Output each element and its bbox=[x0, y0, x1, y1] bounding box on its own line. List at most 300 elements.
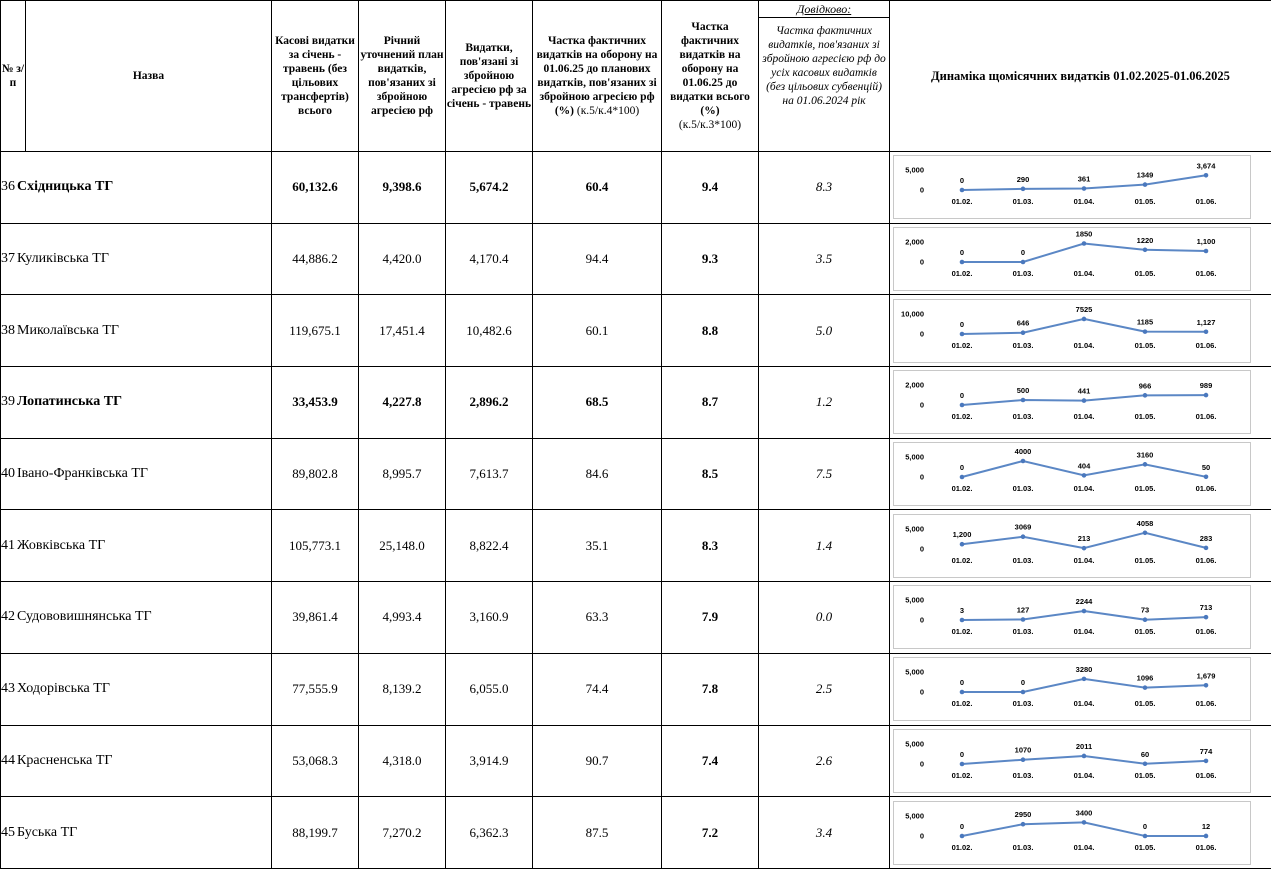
data-point bbox=[1143, 618, 1148, 623]
row-number: 45 bbox=[1, 825, 15, 841]
chart-svg bbox=[894, 443, 1250, 505]
data-point bbox=[1082, 241, 1087, 246]
data-point bbox=[1082, 473, 1087, 478]
row-cash: 105,773.1 bbox=[272, 510, 359, 582]
header-share-of-plan-main: Частка фактичних видатків на оборону на 01.06.25 до планових видатків, пов'язаних зі збройною агресією рф (%) bbox=[537, 35, 658, 117]
data-point bbox=[960, 542, 965, 547]
data-point bbox=[1082, 399, 1087, 404]
x-tick-label: 01.05. bbox=[1135, 627, 1156, 636]
data-point bbox=[1021, 398, 1026, 403]
data-label: 213 bbox=[1078, 534, 1091, 543]
data-point bbox=[960, 260, 965, 265]
x-tick-label: 01.02. bbox=[952, 197, 973, 206]
row-chart-cell bbox=[890, 438, 1271, 510]
row-reference: 7.5 bbox=[759, 438, 890, 510]
header-no: № з/п bbox=[1, 1, 26, 152]
data-label: 60 bbox=[1141, 750, 1149, 759]
chart-svg bbox=[894, 300, 1250, 362]
data-label: 0 bbox=[960, 176, 964, 185]
series-line bbox=[962, 244, 1206, 263]
x-tick-label: 01.03. bbox=[1013, 197, 1034, 206]
data-point bbox=[960, 475, 965, 480]
data-label: 441 bbox=[1078, 387, 1091, 396]
data-label: 4058 bbox=[1137, 519, 1154, 528]
data-point bbox=[1021, 757, 1026, 762]
row-plan: 4,227.8 bbox=[359, 367, 446, 439]
row-aggression-spending: 5,674.2 bbox=[446, 152, 533, 224]
y-tick-label-zero: 0 bbox=[920, 473, 924, 482]
data-label: 0 bbox=[960, 678, 964, 687]
data-label: 3069 bbox=[1015, 523, 1032, 532]
x-tick-label: 01.06. bbox=[1196, 341, 1217, 350]
header-row bbox=[1, 1, 1271, 152]
x-tick-label: 01.02. bbox=[952, 771, 973, 780]
row-number: 43 bbox=[1, 681, 15, 697]
data-point bbox=[1021, 618, 1026, 623]
row-name: Судововишнянська ТГ bbox=[17, 609, 152, 625]
y-tick-label-zero: 0 bbox=[920, 329, 924, 338]
data-label: 73 bbox=[1141, 606, 1149, 615]
row-reference: 8.3 bbox=[759, 152, 890, 224]
data-label: 989 bbox=[1200, 382, 1213, 391]
x-tick-label: 01.04. bbox=[1074, 484, 1095, 493]
data-label: 0 bbox=[1143, 822, 1147, 831]
y-tick-label-top: 5,000 bbox=[905, 668, 924, 677]
row-share-of-plan: 90.7 bbox=[533, 725, 662, 797]
row-cash: 60,132.6 bbox=[272, 152, 359, 224]
data-label: 12 bbox=[1202, 821, 1210, 830]
y-tick-label-top: 10,000 bbox=[901, 309, 924, 318]
x-tick-label: 01.03. bbox=[1013, 771, 1034, 780]
row-number: 40 bbox=[1, 466, 15, 482]
y-tick-label-zero: 0 bbox=[920, 831, 924, 840]
row-share-of-total: 8.8 bbox=[662, 295, 759, 367]
chart-svg bbox=[894, 371, 1250, 433]
y-tick-label-zero: 0 bbox=[920, 401, 924, 410]
data-point bbox=[960, 188, 965, 193]
x-tick-label: 01.06. bbox=[1196, 556, 1217, 565]
x-tick-label: 01.02. bbox=[952, 556, 973, 565]
row-aggression-spending: 10,482.6 bbox=[446, 295, 533, 367]
header-share-of-total-formula: (к.5/к.3*100) bbox=[679, 119, 741, 131]
data-label: 283 bbox=[1200, 534, 1213, 543]
row-chart-cell bbox=[890, 510, 1271, 582]
row-plan: 4,420.0 bbox=[359, 223, 446, 295]
row-number: 38 bbox=[1, 323, 15, 339]
y-tick-label-zero: 0 bbox=[920, 186, 924, 195]
chart-svg bbox=[894, 156, 1250, 218]
x-tick-label: 01.04. bbox=[1074, 556, 1095, 565]
row-name: Красненська ТГ bbox=[17, 753, 113, 769]
row-number: 44 bbox=[1, 753, 15, 769]
data-point bbox=[1082, 820, 1087, 825]
row-share-of-total: 8.5 bbox=[662, 438, 759, 510]
data-label: 0 bbox=[960, 391, 964, 400]
data-label: 1220 bbox=[1137, 236, 1154, 245]
data-point bbox=[1021, 534, 1026, 539]
monthly-dynamics-chart bbox=[893, 729, 1251, 793]
x-tick-label: 01.06. bbox=[1196, 771, 1217, 780]
data-point bbox=[1082, 677, 1087, 682]
data-point bbox=[1204, 475, 1209, 480]
data-label: 2244 bbox=[1076, 597, 1094, 606]
x-tick-label: 01.04. bbox=[1074, 412, 1095, 421]
row-cash: 119,675.1 bbox=[272, 295, 359, 367]
row-aggression-spending: 2,896.2 bbox=[446, 367, 533, 439]
data-point bbox=[1143, 462, 1148, 467]
data-label: 2950 bbox=[1015, 810, 1032, 819]
row-name-cell bbox=[1, 797, 272, 869]
x-tick-label: 01.05. bbox=[1135, 843, 1156, 852]
row-number: 39 bbox=[1, 394, 15, 410]
x-tick-label: 01.02. bbox=[952, 699, 973, 708]
data-label: 2011 bbox=[1076, 742, 1092, 751]
header-share-of-plan bbox=[533, 1, 662, 152]
table-row bbox=[1, 223, 1271, 295]
row-chart-cell bbox=[890, 725, 1271, 797]
row-number: 42 bbox=[1, 609, 15, 625]
row-reference: 3.5 bbox=[759, 223, 890, 295]
data-point bbox=[1021, 260, 1026, 265]
data-point bbox=[1143, 183, 1148, 188]
data-point bbox=[1204, 683, 1209, 688]
row-name-cell bbox=[1, 653, 272, 725]
row-plan: 8,139.2 bbox=[359, 653, 446, 725]
x-tick-label: 01.03. bbox=[1013, 484, 1034, 493]
data-point bbox=[1204, 833, 1209, 838]
y-tick-label-zero: 0 bbox=[920, 688, 924, 697]
row-plan: 8,995.7 bbox=[359, 438, 446, 510]
x-tick-label: 01.02. bbox=[952, 269, 973, 278]
monthly-dynamics-chart bbox=[893, 227, 1251, 291]
data-label: 774 bbox=[1200, 747, 1213, 756]
row-name-cell bbox=[1, 582, 272, 654]
data-label: 3160 bbox=[1137, 450, 1154, 459]
data-point bbox=[1204, 393, 1209, 398]
y-tick-label-top: 5,000 bbox=[905, 166, 924, 175]
data-label: 50 bbox=[1202, 463, 1210, 472]
data-point bbox=[1204, 249, 1209, 254]
x-tick-label: 01.03. bbox=[1013, 627, 1034, 636]
row-share-of-total: 8.3 bbox=[662, 510, 759, 582]
header-reference-body: Частка фактичних видатків, пов'язаних зі збройною агресією рф до усіх касових видатків (без цільових субвенцій) на 01.06.2024 рік bbox=[759, 18, 889, 114]
table-row bbox=[1, 152, 1271, 224]
row-chart-cell bbox=[890, 152, 1271, 224]
row-aggression-spending: 6,362.3 bbox=[446, 797, 533, 869]
row-aggression-spending: 7,613.7 bbox=[446, 438, 533, 510]
row-plan: 17,451.4 bbox=[359, 295, 446, 367]
row-reference: 0.0 bbox=[759, 582, 890, 654]
x-tick-label: 01.04. bbox=[1074, 197, 1095, 206]
row-name-cell bbox=[1, 152, 272, 224]
row-cash: 44,886.2 bbox=[272, 223, 359, 295]
monthly-dynamics-chart bbox=[893, 442, 1251, 506]
row-name: Східницька ТГ bbox=[17, 179, 113, 195]
y-tick-label-top: 5,000 bbox=[905, 596, 924, 605]
data-label: 966 bbox=[1139, 382, 1152, 391]
data-point bbox=[1143, 685, 1148, 690]
x-tick-label: 01.04. bbox=[1074, 627, 1095, 636]
row-cash: 88,199.7 bbox=[272, 797, 359, 869]
data-point bbox=[1021, 187, 1026, 192]
data-point bbox=[1204, 173, 1209, 178]
x-tick-label: 01.02. bbox=[952, 843, 973, 852]
row-name-cell bbox=[1, 223, 272, 295]
data-point bbox=[1082, 187, 1087, 192]
monthly-dynamics-chart bbox=[893, 370, 1251, 434]
monthly-dynamics-chart bbox=[893, 155, 1251, 219]
data-label: 1070 bbox=[1015, 746, 1032, 755]
data-label: 0 bbox=[1021, 248, 1025, 257]
row-name: Ходорівська ТГ bbox=[17, 681, 110, 697]
row-share-of-plan: 60.1 bbox=[533, 295, 662, 367]
x-tick-label: 01.03. bbox=[1013, 269, 1034, 278]
row-share-of-total: 7.2 bbox=[662, 797, 759, 869]
data-label: 0 bbox=[960, 822, 964, 831]
data-label: 3280 bbox=[1076, 665, 1093, 674]
monthly-dynamics-chart bbox=[893, 657, 1251, 721]
x-tick-label: 01.04. bbox=[1074, 341, 1095, 350]
data-point bbox=[1082, 546, 1087, 551]
data-point bbox=[960, 403, 965, 408]
row-share-of-total: 9.4 bbox=[662, 152, 759, 224]
row-plan: 4,993.4 bbox=[359, 582, 446, 654]
x-tick-label: 01.06. bbox=[1196, 843, 1217, 852]
data-label: 7525 bbox=[1076, 305, 1093, 314]
row-name-cell bbox=[1, 438, 272, 510]
data-point bbox=[1082, 754, 1087, 759]
chart-svg bbox=[894, 658, 1250, 720]
data-point bbox=[1143, 530, 1148, 535]
x-tick-label: 01.06. bbox=[1196, 699, 1217, 708]
row-number: 37 bbox=[1, 251, 15, 267]
table-row bbox=[1, 797, 1271, 869]
data-point bbox=[1143, 761, 1148, 766]
row-reference: 1.2 bbox=[759, 367, 890, 439]
row-chart-cell bbox=[890, 223, 1271, 295]
data-label: 4000 bbox=[1015, 447, 1032, 456]
data-label: 1185 bbox=[1137, 317, 1153, 326]
y-tick-label-zero: 0 bbox=[920, 258, 924, 267]
x-tick-label: 01.05. bbox=[1135, 699, 1156, 708]
data-label: 646 bbox=[1017, 318, 1030, 327]
data-label: 0 bbox=[960, 248, 964, 257]
y-tick-label-top: 5,000 bbox=[905, 811, 924, 820]
row-reference: 2.5 bbox=[759, 653, 890, 725]
data-label: 713 bbox=[1200, 604, 1213, 613]
x-tick-label: 01.05. bbox=[1135, 341, 1156, 350]
x-tick-label: 01.03. bbox=[1013, 699, 1034, 708]
row-number: 36 bbox=[1, 179, 15, 195]
row-chart-cell bbox=[890, 653, 1271, 725]
table-row bbox=[1, 582, 1271, 654]
data-point bbox=[1021, 459, 1026, 464]
x-tick-label: 01.02. bbox=[952, 484, 973, 493]
y-tick-label-top: 5,000 bbox=[905, 453, 924, 462]
x-tick-label: 01.05. bbox=[1135, 412, 1156, 421]
row-plan: 7,270.2 bbox=[359, 797, 446, 869]
x-tick-label: 01.04. bbox=[1074, 843, 1095, 852]
data-point bbox=[960, 833, 965, 838]
monthly-dynamics-chart bbox=[893, 514, 1251, 578]
header-share-of-total bbox=[662, 1, 759, 152]
x-tick-label: 01.03. bbox=[1013, 412, 1034, 421]
row-share-of-total: 7.8 bbox=[662, 653, 759, 725]
header-reference-title: Довідково: bbox=[759, 1, 889, 18]
row-cash: 89,802.8 bbox=[272, 438, 359, 510]
data-point bbox=[1082, 316, 1087, 321]
row-reference: 2.6 bbox=[759, 725, 890, 797]
row-share-of-plan: 63.3 bbox=[533, 582, 662, 654]
data-label: 127 bbox=[1017, 606, 1030, 615]
x-tick-label: 01.02. bbox=[952, 627, 973, 636]
data-point bbox=[960, 762, 965, 767]
row-share-of-plan: 74.4 bbox=[533, 653, 662, 725]
row-name: Миколаївська ТГ bbox=[17, 323, 119, 339]
table-row bbox=[1, 438, 1271, 510]
data-label: 1850 bbox=[1076, 230, 1093, 239]
header-name: Назва bbox=[26, 1, 272, 152]
data-point bbox=[1082, 609, 1087, 614]
row-share-of-plan: 68.5 bbox=[533, 367, 662, 439]
row-name: Івано-Франківська ТГ bbox=[17, 466, 148, 482]
header-reference bbox=[759, 1, 890, 152]
chart-svg bbox=[894, 586, 1250, 648]
row-reference: 1.4 bbox=[759, 510, 890, 582]
row-plan: 9,398.6 bbox=[359, 152, 446, 224]
row-plan: 25,148.0 bbox=[359, 510, 446, 582]
data-point bbox=[960, 331, 965, 336]
header-share-of-plan-formula: (к.5/к.4*100) bbox=[577, 105, 639, 117]
data-point bbox=[1143, 833, 1148, 838]
row-number: 41 bbox=[1, 538, 15, 554]
monthly-dynamics-chart bbox=[893, 299, 1251, 363]
x-tick-label: 01.03. bbox=[1013, 556, 1034, 565]
data-label: 0 bbox=[960, 320, 964, 329]
row-name: Куликівська ТГ bbox=[17, 251, 109, 267]
row-share-of-plan: 84.6 bbox=[533, 438, 662, 510]
row-cash: 53,068.3 bbox=[272, 725, 359, 797]
data-point bbox=[1021, 330, 1026, 335]
table-row bbox=[1, 295, 1271, 367]
data-point bbox=[1204, 545, 1209, 550]
data-label: 361 bbox=[1078, 175, 1091, 184]
data-point bbox=[960, 690, 965, 695]
data-point bbox=[1021, 690, 1026, 695]
x-tick-label: 01.04. bbox=[1074, 699, 1095, 708]
row-name-cell bbox=[1, 725, 272, 797]
data-point bbox=[1143, 393, 1148, 398]
row-share-of-plan: 35.1 bbox=[533, 510, 662, 582]
x-tick-label: 01.06. bbox=[1196, 197, 1217, 206]
x-tick-label: 01.05. bbox=[1135, 771, 1156, 780]
row-share-of-plan: 60.4 bbox=[533, 152, 662, 224]
monthly-dynamics-chart bbox=[893, 585, 1251, 649]
x-tick-label: 01.05. bbox=[1135, 269, 1156, 278]
x-tick-label: 01.04. bbox=[1074, 269, 1095, 278]
row-aggression-spending: 8,822.4 bbox=[446, 510, 533, 582]
x-tick-label: 01.06. bbox=[1196, 627, 1217, 636]
row-share-of-total: 7.9 bbox=[662, 582, 759, 654]
y-tick-label-top: 2,000 bbox=[905, 238, 924, 247]
table-row bbox=[1, 653, 1271, 725]
header-cash: Касові видатки за січень - травень (без цільових трансфертів) всього bbox=[272, 1, 359, 152]
table-row bbox=[1, 367, 1271, 439]
data-label: 1,100 bbox=[1197, 237, 1216, 246]
data-label: 1,127 bbox=[1197, 317, 1216, 326]
row-chart-cell bbox=[890, 797, 1271, 869]
row-share-of-total: 8.7 bbox=[662, 367, 759, 439]
row-chart-cell bbox=[890, 295, 1271, 367]
row-chart-cell bbox=[890, 367, 1271, 439]
header-plan: Річний уточнений план видатків, пов'язаних зі збройною агресією рф bbox=[359, 1, 446, 152]
row-aggression-spending: 6,055.0 bbox=[446, 653, 533, 725]
data-point bbox=[1143, 329, 1148, 334]
row-chart-cell bbox=[890, 582, 1271, 654]
x-tick-label: 01.06. bbox=[1196, 269, 1217, 278]
x-tick-label: 01.05. bbox=[1135, 484, 1156, 493]
chart-svg bbox=[894, 730, 1250, 792]
row-name-cell bbox=[1, 367, 272, 439]
header-share-of-total-main: Частка фактичних видатків на оборону на 01.06.25 до видатки всього (%) bbox=[670, 21, 750, 117]
y-tick-label-top: 2,000 bbox=[905, 381, 924, 390]
data-label: 1349 bbox=[1137, 171, 1154, 180]
x-tick-label: 01.02. bbox=[952, 341, 973, 350]
data-label: 3400 bbox=[1076, 808, 1093, 817]
data-label: 500 bbox=[1017, 386, 1030, 395]
monthly-dynamics-chart bbox=[893, 801, 1251, 865]
row-cash: 39,861.4 bbox=[272, 582, 359, 654]
data-label: 1,679 bbox=[1197, 671, 1216, 680]
row-reference: 5.0 bbox=[759, 295, 890, 367]
data-point bbox=[1021, 821, 1026, 826]
chart-svg bbox=[894, 515, 1250, 577]
table-row bbox=[1, 510, 1271, 582]
data-label: 404 bbox=[1078, 461, 1091, 470]
y-tick-label-top: 5,000 bbox=[905, 739, 924, 748]
x-tick-label: 01.06. bbox=[1196, 484, 1217, 493]
row-share-of-plan: 94.4 bbox=[533, 223, 662, 295]
y-tick-label-zero: 0 bbox=[920, 616, 924, 625]
row-reference: 3.4 bbox=[759, 797, 890, 869]
data-point bbox=[1143, 248, 1148, 253]
data-point bbox=[1204, 329, 1209, 334]
chart-svg bbox=[894, 802, 1250, 864]
row-share-of-plan: 87.5 bbox=[533, 797, 662, 869]
row-cash: 33,453.9 bbox=[272, 367, 359, 439]
x-tick-label: 01.03. bbox=[1013, 843, 1034, 852]
data-label: 0 bbox=[960, 750, 964, 759]
x-tick-label: 01.05. bbox=[1135, 197, 1156, 206]
data-label: 0 bbox=[960, 463, 964, 472]
row-aggression-spending: 3,914.9 bbox=[446, 725, 533, 797]
y-tick-label-zero: 0 bbox=[920, 759, 924, 768]
data-label: 290 bbox=[1017, 175, 1030, 184]
data-point bbox=[960, 618, 965, 623]
header-dynamics: Динаміка щомісячних видатків 01.02.2025-01.06.2025 bbox=[890, 1, 1271, 152]
data-label: 0 bbox=[1021, 678, 1025, 687]
data-point bbox=[1204, 615, 1209, 620]
row-name: Буська ТГ bbox=[17, 825, 77, 841]
x-tick-label: 01.03. bbox=[1013, 341, 1034, 350]
row-cash: 77,555.9 bbox=[272, 653, 359, 725]
data-label: 3 bbox=[960, 606, 964, 615]
x-tick-label: 01.06. bbox=[1196, 412, 1217, 421]
row-aggression-spending: 3,160.9 bbox=[446, 582, 533, 654]
table-row bbox=[1, 725, 1271, 797]
x-tick-label: 01.05. bbox=[1135, 556, 1156, 565]
header-aggression-spending: Видатки, пов'язані зі збройною агресією рф за січень - травень bbox=[446, 1, 533, 152]
